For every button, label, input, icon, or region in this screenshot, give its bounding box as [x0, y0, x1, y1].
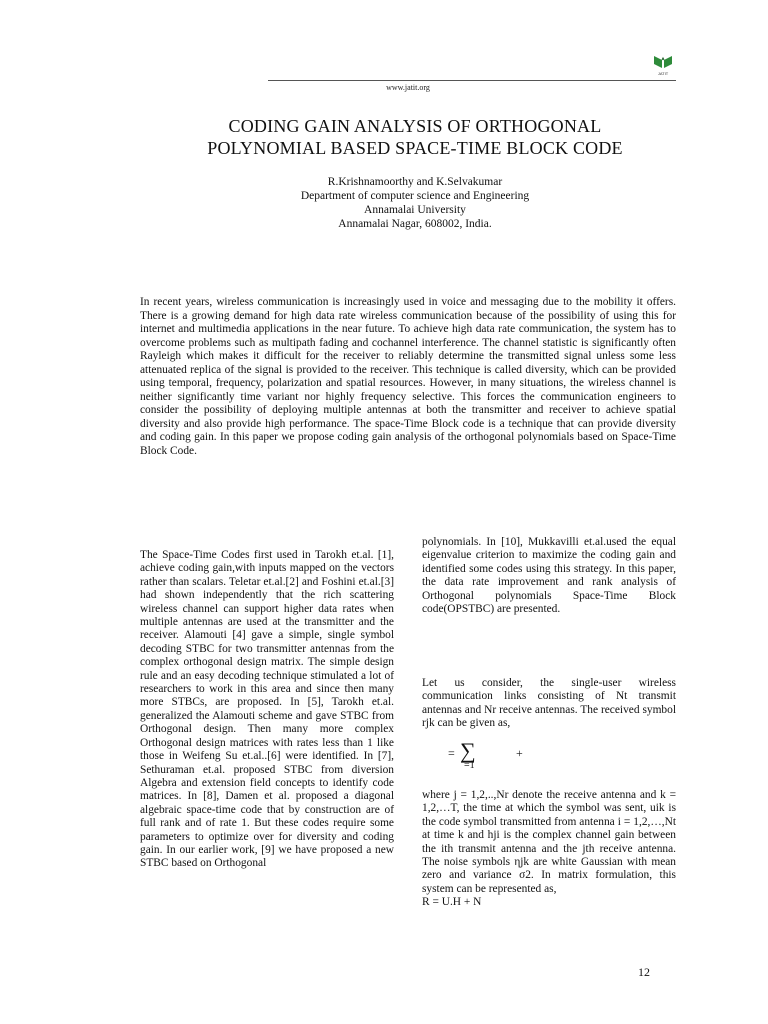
- left-column: [140, 549, 394, 871]
- right-column-intro: [422, 536, 676, 616]
- journal-logo: [652, 52, 674, 76]
- page-number: 12: [638, 965, 650, 979]
- author-names: R.Krishnamoorthy and K.Selvakumar: [327, 176, 503, 188]
- right-column-text-2: Let us consider, the single-user wireless communication links consisting of Nt transmit antennas and Nr receive antennas. The received symbol rjk can be given as,: [422, 677, 676, 730]
- received-symbol-equation: [448, 740, 568, 774]
- right-column-text-1: polynomials. In [10], Mukkavilli et.al.used the equal eigenvalue criterion to maximize the coding gain and identified some codes using this strategy. In this paper, the data rate improvement and rank analysis of Orthogonal polynomials Space-Time Block code(OPSTBC) are presented.: [422, 536, 676, 616]
- author-address: Annamalai Nagar, 608002, India.: [338, 218, 492, 230]
- title-line-1: CODING GAIN ANALYSIS OF ORTHOGONAL: [228, 116, 602, 136]
- matrix-equation: R = U.H + N: [422, 896, 482, 909]
- paper-title: [120, 115, 710, 159]
- header-url: www.jatit.org: [386, 83, 430, 92]
- equation-plus: +: [516, 746, 523, 760]
- right-column-system-model: [422, 677, 676, 731]
- right-column-text-3: where j = 1,2,..,Nr denote the receive antenna and k = 1,2,…T, the time at which the symbol was sent, uik is the code symbol transmitted from antenna i = 1,2,…,Nt at time k and hji is the complex channel gain between the ith transmit antenna and the jth receive antenna. The noise symbols ηjk are white Gaussian with mean zero and variance σ2. In matrix formulation, this system can be represented as,: [422, 789, 676, 895]
- summation-symbol: ∑: [460, 738, 476, 763]
- title-line-2: POLYNOMIAL BASED SPACE-TIME BLOCK CODE: [207, 138, 623, 158]
- summation-lower-index: =1: [464, 760, 475, 771]
- author-block: [120, 175, 710, 231]
- header-rule: [268, 80, 676, 81]
- abstract: [140, 296, 676, 458]
- author-department: Department of computer science and Engineering: [300, 190, 530, 202]
- right-column-definitions: [422, 789, 676, 910]
- equation-equals: =: [448, 746, 455, 760]
- logo-text: JATIT: [657, 71, 669, 76]
- abstract-text: In recent years, wireless communication is increasingly used in voice and messaging due to the mobility it offers. There is a growing demand for high data rate wireless communication because of the possibility of using this for internet and multimedia applications in the near future. To achieve high data rate communication, the system has to overcome problems such as multipath fading and cochannel interference. The channel statistic is significantly often Rayleigh which makes it difficult for the receiver to reliably determine the transmitted signal unless some less attenuated replica of the signal is provided to the receiver. This technique is called diversity, which can be provided using temporal, frequency, polarization and spatial resources. However, in many situations, the wireless channel is neither significantly time variant nor highly frequency selective. This forces the communication engineers to consider the possibility of deploying multiple antennas at both the transmitter and receiver to achieve spatial diversity and also provide high performance. The space-Time Block code is a technique that can provide diversity and coding gain. In this paper we propose coding gain analysis of the orthogonal polynomials based on Space-Time Block Code.: [140, 296, 676, 457]
- left-column-text: The Space-Time Codes first used in Tarokh et.al. [1], achieve coding gain,with inputs mapped on the vectors rather than scalars. Teletar et.al.[2] and Foshini et.al.[3] had shown independently that the rich scattering wireless channel can support higher data rates when multiple antennas are used at the transmitter and the receiver. Alamouti [4] gave a simple, single symbol decoding STBC for two transmitter antennas from the complex orthogonal design matrix. The simple design rule and an easy decoding technique stimulated a lot of researchers to work in this area and since then many more STBCs, are proposed. In [5], Tarokh et.al. generalized the Alamouti scheme and gave STBC from Orthogonal design. Then many more complex Orthogonal design matrices with rates less than 1 like those in Weifeng Su et.al..[6] were identified. In [7], Sethuraman et.al. proposed STBC from diversion Algebra and extension field concepts to identify code matrices. In [8], Damen et al. proposed a diagonal algebraic space-time code that by construction are of full rank and of rate 1. But these codes require some parameters to optimize over for diversity and coding gain. In our earlier work, [9] we have proposed a new STBC based on Orthogonal: [140, 549, 394, 870]
- author-university: Annamalai University: [364, 204, 466, 216]
